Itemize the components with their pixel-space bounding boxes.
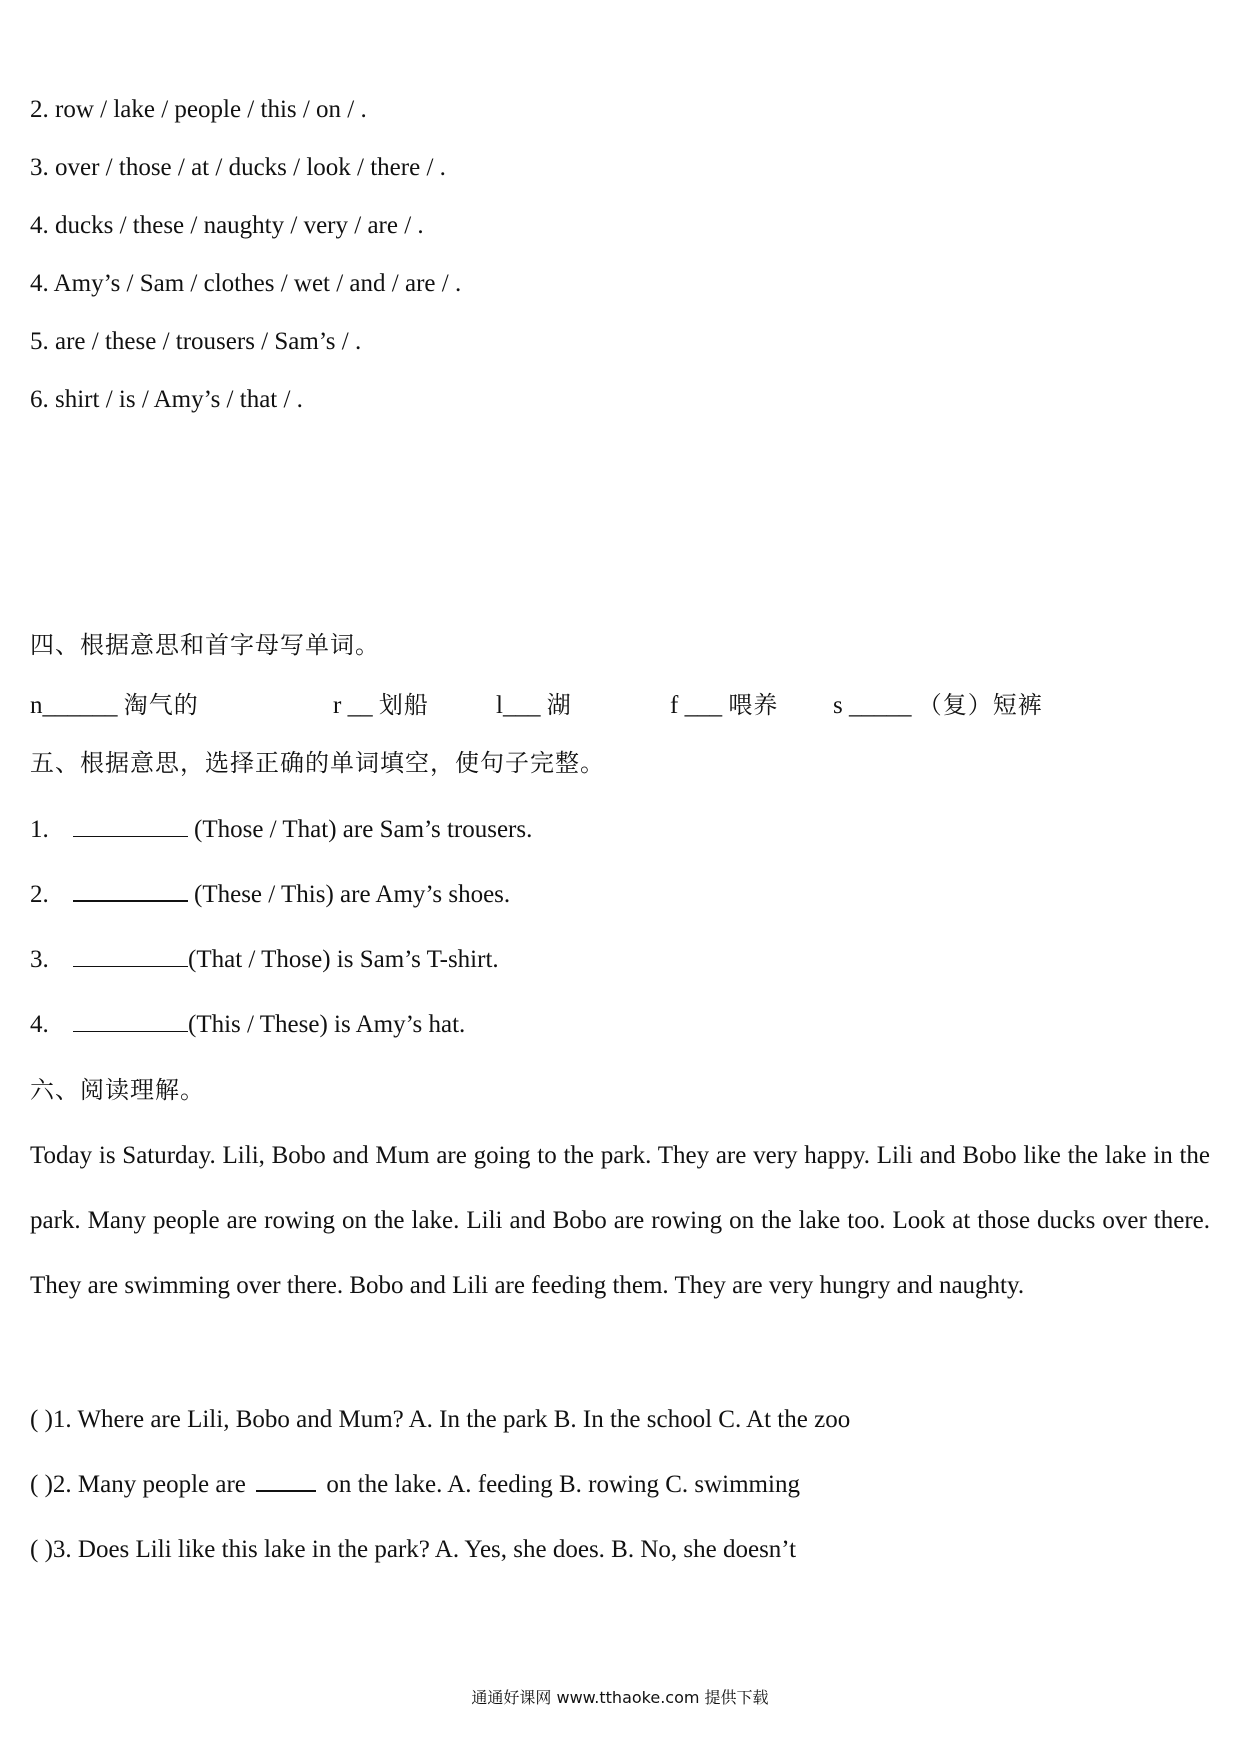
vocab-prefix: l___ — [496, 692, 541, 719]
reading-passage: Today is Saturday. Lili, Bobo and Mum are going to the park. They are very happy. Lili and Bobo like the lake in the park. Many people are rowing on the lake. Lili and Bobo are rowing on the lake too. Look at those ducks over there. They are swimming over there. Bobo and Lili are feeding them. They are very hungry and naughty. — [30, 1142, 1210, 1299]
answer-bracket[interactable]: ( ) — [30, 1536, 53, 1563]
vocab-meaning: 湖 — [546, 691, 572, 719]
vocab-item-shorts — [833, 690, 1043, 720]
question-text: 1. Where are Lili, Bobo and Mum? A. In the park B. In the school C. At the zoo — [52, 1406, 851, 1433]
item-text: (Those / That) are Sam’s trousers. — [194, 816, 533, 843]
vocab-prefix: s _____ — [833, 692, 912, 719]
vocab-meaning: （复）短裤 — [917, 691, 1043, 719]
reorder-item-5: 5. are / these / trousers / Sam’s / . — [30, 328, 362, 355]
question-text: 3. Does Lili like this lake in the park? A. Yes, she does. B. No, she doesn’t — [52, 1536, 797, 1563]
answer-blank[interactable] — [73, 880, 188, 902]
question-text-after: on the lake. A. feeding B. rowing C. swimming — [326, 1471, 800, 1498]
reorder-item-4b: 4. Amy’s / Sam / clothes / wet / and / are / . — [30, 270, 462, 297]
item-number: 1. — [30, 816, 49, 843]
vocab-prefix: r __ — [333, 692, 373, 719]
vocab-item-lake — [496, 690, 572, 720]
reorder-item-6: 6. shirt / is / Amy’s / that / . — [30, 386, 303, 413]
vocab-meaning: 喂养 — [728, 691, 779, 719]
item-text: (These / This) are Amy’s shoes. — [194, 881, 511, 908]
page-footer: 通通好课网 www.tthaoke.com 提供下载 — [471, 1688, 769, 1707]
reorder-item-3: 3. over / those / at / ducks / look / there / . — [30, 154, 446, 181]
answer-blank[interactable] — [73, 1011, 188, 1032]
fill-item-2 — [30, 880, 510, 910]
answer-blank[interactable] — [73, 816, 188, 837]
vocab-item-naughty — [30, 690, 199, 720]
vocab-meaning: 淘气的 — [123, 691, 199, 719]
reorder-item-2: 2. row / lake / people / this / on / . — [30, 96, 367, 123]
item-text: (This / These) is Amy’s hat. — [188, 1011, 466, 1038]
section4-heading: 四、根据意思和首字母写单词。 — [30, 631, 380, 659]
vocab-item-row — [333, 690, 429, 720]
item-text: (That / Those) is Sam’s T-shirt. — [188, 946, 499, 973]
question-2 — [30, 1470, 800, 1500]
item-number: 2. — [30, 881, 49, 908]
reorder-item-4a: 4. ducks / these / naughty / very / are / . — [30, 212, 424, 239]
item-number: 4. — [30, 1011, 49, 1038]
section6-heading: 六、阅读理解。 — [30, 1076, 205, 1104]
fill-item-1 — [30, 815, 532, 845]
answer-blank[interactable] — [256, 1470, 316, 1492]
item-number: 3. — [30, 946, 49, 973]
answer-bracket[interactable]: ( ) — [30, 1406, 53, 1433]
question-text: 2. Many people are — [52, 1471, 246, 1498]
question-3 — [30, 1535, 796, 1565]
vocab-prefix: f ___ — [670, 692, 723, 719]
question-1 — [30, 1405, 850, 1435]
vocab-prefix: n______ — [30, 692, 118, 719]
section5-heading: 五、根据意思，选择正确的单词填空，使句子完整。 — [30, 749, 605, 777]
fill-item-3 — [30, 945, 499, 975]
vocab-item-feed — [670, 690, 778, 720]
answer-blank[interactable] — [73, 946, 188, 967]
answer-bracket[interactable]: ( ) — [30, 1471, 53, 1498]
fill-item-4 — [30, 1010, 465, 1040]
vocab-meaning: 划船 — [378, 691, 429, 719]
